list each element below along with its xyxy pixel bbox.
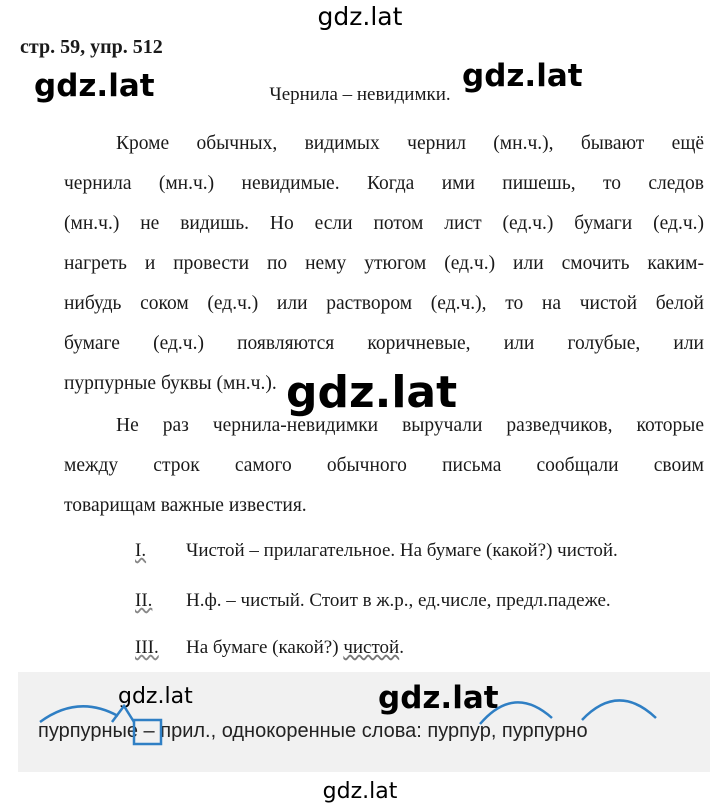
step-text-before: На бумаге (какой?) — [186, 637, 344, 658]
paragraph-line: между строк самого обычного письма сообщали своим — [64, 455, 704, 476]
morpheme-word: пурпурные — [38, 720, 138, 742]
watermark-bottom: gdz.lat — [322, 779, 398, 804]
step-text: Н.ф. – чистый. Стоит в ж.р., ед.числе, предл.падеже. — [186, 590, 611, 611]
paragraph-line: нагреть и провести по нему утюгом (ед.ч.) или смочить каким- — [64, 253, 704, 274]
morpheme-rest: – прил., однокоренные слова: пурпур, пурпурно — [138, 720, 588, 742]
morpheme-line — [38, 720, 588, 743]
text-title: Чернила – невидимки. — [269, 84, 451, 105]
paragraph-2 — [64, 406, 704, 526]
step-number: II. — [135, 590, 153, 611]
paragraph-line: бумаге (ед.ч.) появляются коричневые, или голубые, или — [64, 333, 704, 354]
step-text: Чистой – прилагательное. На бумаге (какой?) чистой. — [186, 540, 618, 561]
paragraph-line: (мн.ч.) не видишь. Но если потом лист (ед.ч.) бумаги (ед.ч.) — [64, 213, 704, 234]
step-text-after: . — [399, 637, 404, 658]
watermark-morpheme-right: gdz.lat — [378, 680, 499, 716]
paragraph-line: чернила (мн.ч.) невидимые. Когда ими пишешь, то следов — [64, 173, 704, 194]
paragraph-line: товарищам важные известия. — [64, 495, 307, 516]
paragraph-line: нибудь соком (ед.ч.) или раствором (ед.ч.), то на чистой белой — [64, 293, 704, 314]
watermark-middle: gdz.lat — [286, 367, 458, 418]
watermark-top: gdz.lat — [317, 2, 403, 31]
step-number: III. — [135, 637, 159, 658]
paragraph-line: Не раз чернила-невидимки выручали разведчиков, которые — [116, 415, 704, 436]
watermark-title: gdz.lat — [462, 58, 583, 94]
adjective-underlined: чистой — [343, 637, 400, 658]
step-number: I. — [135, 540, 147, 561]
exercise-header: стр. 59, упр. 512 — [20, 36, 163, 58]
paragraph-line: пурпурные буквы (мн.ч.). — [64, 373, 277, 394]
watermark-left: gdz.lat — [34, 68, 155, 104]
paragraph-1 — [64, 124, 704, 404]
step-text — [186, 637, 404, 659]
watermark-morpheme-left: gdz.lat — [118, 684, 193, 709]
paragraph-line: Кроме обычных, видимых чернил (мн.ч.), бывают ещё — [116, 133, 704, 154]
